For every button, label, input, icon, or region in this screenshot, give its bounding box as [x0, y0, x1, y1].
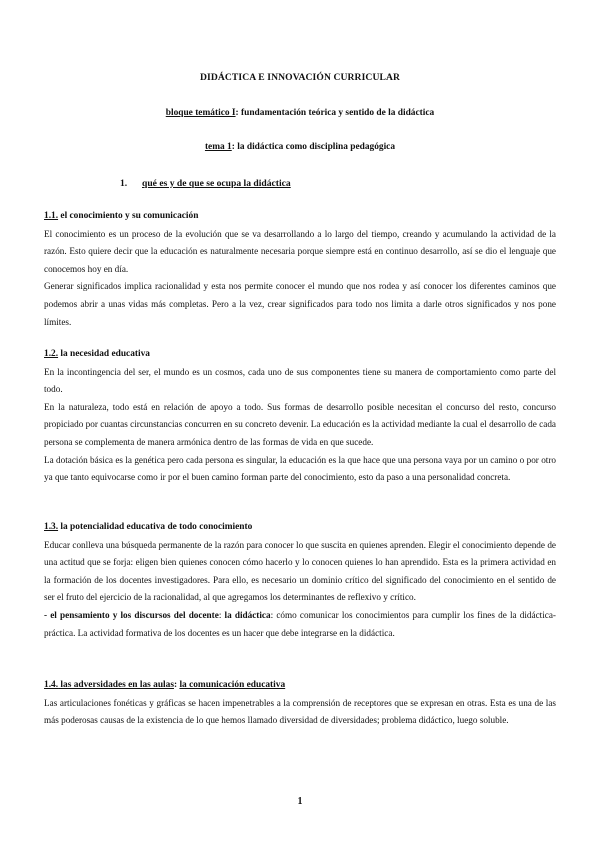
paragraph: El conocimiento es un proceso de la evolución que se va desarrollando a lo largo del tiempo, creando y acumulando la actividad de la razón. Esto quiere decir que la educación es naturalmente necesaria porque siempre está en continuo desarrollo, así se dio el lenguaje que conocemos hoy en día. — [44, 228, 556, 274]
section-title: el conocimiento y su comunicación — [58, 211, 199, 221]
paragraph: Educar conlleva una búsqueda permanente de la razón para conocer lo que suscita en quienes aprenden. Elegir el conocimiento depende de una actitud que se forja: eligen bien quienes conocen cómo hacerlo y lo conocen quienes lo han aprendido. Esta es la primera actividad en la formación de los docentes investigadores. Para ello, es necesario un dominio crítico del significado del conocimiento en el sentido de ser el fruto del ejercicio de la racionalidad, al que agregamos los determinantes de reflexivo y crítico. — [44, 539, 556, 603]
paragraph — [44, 607, 556, 642]
paragraph: Las articulaciones fonéticas y gráficas se hacen impenetrables a la comprensión de receptores que se expresan en otras. Esta es una de las más poderosas causas de la existencia de lo que hemos llamado diversidad de diversidades; problema didáctico, luego soluble. — [44, 697, 556, 726]
section-title: la necesidad educativa — [58, 349, 150, 359]
section-heading — [44, 346, 556, 364]
section-number: 1.1. — [44, 211, 59, 221]
paragraph: En la naturaleza, todo está en relación de apoyo a todo. Sus formas de desarrollo posible necesitan el concurso del resto, concurso propiciado por cuantas circunstancias concurren en su concreto devenir. La educación es la actividad mediante la cual el desarrollo de cada persona se complementa de manera armónica dentro de las formas de vida en que sucede. — [44, 401, 556, 447]
bold-phrase: la didáctica — [224, 609, 271, 620]
paragraph: La dotación básica es la genética pero cada persona es singular, la educación es la que hace que una persona vaya por un camino o por otro ya que tanto equivocarse como ir por el buen camino forman parte del conocimiento, esto da paso a una personalidad concreta. — [44, 454, 556, 483]
document-title: DIDÁCTICA E INNOVACIÓN CURRICULAR — [199, 72, 401, 83]
section-heading — [44, 208, 556, 226]
paragraph: En la incontingencia del ser, el mundo es un cosmos, cada uno de sus componentes tiene su manera de comportamiento como parte del todo. — [44, 366, 556, 395]
tema-label: tema 1 — [204, 142, 232, 152]
paragraph: Generar significados implica racionalidad y esta nos permite conocer el mundo que nos rodea y así conocer los diferentes caminos que podemos abrir a unas vidas más completas. Pero a la vez, crear significados para todo nos limita a darle otros significados y nos pone límites. — [44, 281, 556, 327]
list-item-1 — [120, 178, 291, 189]
section-1-4 — [44, 677, 556, 730]
section-number: 1.2. — [44, 349, 59, 359]
bloque-rest: : fundamentación teórica y sentido de la didáctica — [235, 108, 435, 118]
page-number: 1 — [297, 796, 303, 807]
tema-rest: : la didáctica como disciplina pedagógica — [231, 142, 396, 152]
list-item-text: qué es y de que se ocupa la didáctica — [142, 178, 291, 189]
section-number: 1.4. — [44, 680, 59, 690]
section-title: la potencialidad educativa de todo conocimiento — [58, 522, 253, 532]
section-heading — [44, 519, 556, 537]
section-number: 1.3. — [44, 522, 59, 532]
section-1-2 — [44, 346, 556, 487]
colon: : — [218, 609, 225, 620]
section-title-2: la comunicación educativa — [179, 680, 286, 690]
paragraph-rest: : cómo comunicar los conocimientos para cumplir los fines de la didáctica-práctica. La actividad formativa de los docentes es un hacer que debe integrarse en la didáctica. — [44, 609, 556, 638]
section-1-1 — [44, 208, 556, 331]
bloque-heading — [0, 108, 600, 118]
section-heading — [44, 677, 556, 695]
tema-heading — [0, 142, 600, 152]
bloque-label: bloque temático I — [165, 108, 236, 118]
section-title: las adversidades en las aulas — [58, 680, 174, 690]
list-item-number: 1. — [120, 178, 128, 189]
bold-phrase: - el pensamiento y los discursos del docente — [44, 609, 219, 620]
section-1-3 — [44, 519, 556, 642]
colon: : — [173, 680, 180, 690]
